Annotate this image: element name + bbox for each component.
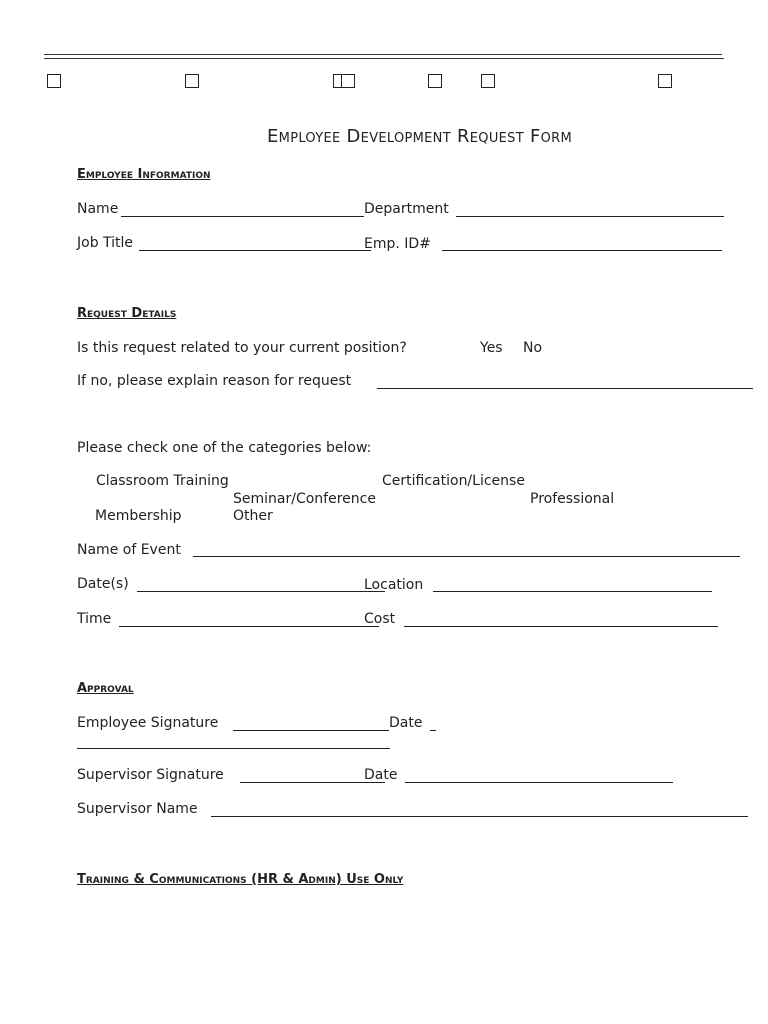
category-seminar[interactable]: Seminar/Conference xyxy=(233,491,376,507)
checkbox[interactable] xyxy=(47,74,61,88)
event-name-label: Name of Event xyxy=(77,542,181,558)
department-field[interactable] xyxy=(456,216,724,217)
category-classroom[interactable]: Classroom Training xyxy=(96,473,229,489)
category-other[interactable]: Other xyxy=(233,508,273,524)
category-certification[interactable]: Certification/License xyxy=(382,473,525,489)
top-rule xyxy=(44,54,722,55)
checkbox[interactable] xyxy=(428,74,442,88)
section-employee-information: Employee Information xyxy=(77,167,211,182)
section-hr-use-only: Training & Communications (HR & Admin) Use Only xyxy=(77,872,404,887)
explain-field[interactable] xyxy=(377,388,753,389)
supervisor-name-field[interactable] xyxy=(211,816,748,817)
name-label: Name xyxy=(77,201,119,217)
name-field[interactable] xyxy=(121,216,364,217)
employee-signature-field[interactable] xyxy=(233,730,389,731)
category-professional[interactable]: Professional xyxy=(530,491,615,507)
section-approval: Approval xyxy=(77,681,134,696)
employee-date-field[interactable] xyxy=(77,748,390,749)
explain-label: If no, please explain reason for request xyxy=(77,373,352,389)
emp-id-field[interactable] xyxy=(442,250,722,251)
job-title-label: Job Title xyxy=(77,235,134,251)
job-title-field[interactable] xyxy=(139,250,371,251)
top-rule-second xyxy=(44,58,724,59)
event-name-field[interactable] xyxy=(193,556,740,557)
checkbox[interactable] xyxy=(658,74,672,88)
supervisor-signature-label: Supervisor Signature xyxy=(77,767,224,783)
emp-id-label: Emp. ID# xyxy=(364,236,431,252)
category-membership[interactable]: Membership xyxy=(95,508,182,524)
dates-field[interactable] xyxy=(137,591,385,592)
dates-label: Date(s) xyxy=(77,576,129,592)
form-title: Employee Development Request Form xyxy=(267,126,573,147)
location-label: Location xyxy=(364,577,424,593)
related-question: Is this request related to your current position? xyxy=(77,340,407,356)
location-field[interactable] xyxy=(433,591,712,592)
no-option[interactable]: No xyxy=(523,340,543,356)
yes-option[interactable]: Yes xyxy=(480,340,503,356)
cost-field[interactable] xyxy=(404,626,718,627)
checkbox[interactable] xyxy=(185,74,199,88)
checkbox[interactable] xyxy=(341,74,355,88)
employee-signature-label: Employee Signature xyxy=(77,715,219,731)
categories-prompt: Please check one of the categories below: xyxy=(77,440,372,456)
time-field[interactable] xyxy=(119,626,379,627)
employee-date-field-stub[interactable] xyxy=(430,730,436,731)
cost-label: Cost xyxy=(364,611,396,627)
section-request-details: Request Details xyxy=(77,306,177,321)
supervisor-date-field[interactable] xyxy=(405,782,673,783)
checkbox[interactable] xyxy=(481,74,495,88)
time-label: Time xyxy=(77,611,112,627)
employee-date-label: Date xyxy=(389,715,423,731)
department-label: Department xyxy=(364,201,449,217)
supervisor-name-label: Supervisor Name xyxy=(77,801,198,817)
supervisor-date-label: Date xyxy=(364,767,398,783)
